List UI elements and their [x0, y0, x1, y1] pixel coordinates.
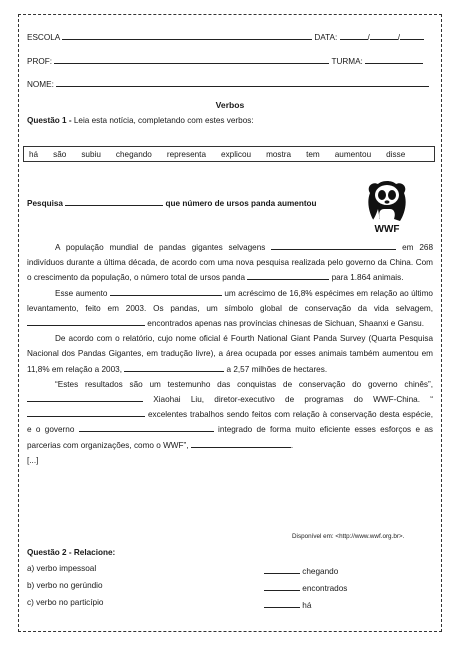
text-span: A população mundial de pandas gigantes selvagens — [55, 243, 272, 252]
verb-item: chegando — [115, 149, 152, 159]
blank-7[interactable] — [27, 407, 145, 417]
verb-item: tem — [306, 149, 320, 159]
source-citation: Disponível em: <http://www.wwf.org.br>. — [292, 533, 405, 540]
blank-8[interactable] — [79, 422, 214, 432]
wwf-logo-text: WWF — [374, 224, 400, 235]
blank-1[interactable] — [271, 240, 396, 250]
ellipsis: [...] — [27, 455, 39, 465]
match-item-a: a) verbo impessoal — [27, 564, 97, 573]
date-month-field[interactable] — [370, 30, 398, 40]
question-1 — [27, 116, 254, 125]
verb-item: subiu — [81, 149, 101, 159]
date-year-field[interactable] — [400, 30, 424, 40]
text-span: De acordo com o relatório, cujo nome oficial é Fourth National Giant Panda Survey (Quarta Pesquisa Nacional dos Pandas Gigantes, em tradução livre), a área ocupada por esses animais também aumentou em 11,8% em relação a 2003, — [27, 334, 433, 374]
escola-field[interactable] — [62, 30, 312, 40]
match-answer: chegando — [302, 567, 339, 576]
match-item-b: b) verbo no gerúndio — [27, 581, 103, 590]
turma-field[interactable] — [365, 54, 423, 64]
paragraph-4 — [27, 377, 433, 453]
blank-3[interactable] — [110, 286, 222, 296]
escola-label: ESCOLA — [27, 33, 60, 42]
verb-item: aumentou — [334, 149, 372, 159]
panda-logo-icon — [364, 179, 410, 235]
verb-item: explicou — [221, 149, 252, 159]
article-body — [27, 240, 433, 468]
text-span: . — [290, 440, 294, 450]
question-1-label: Questão 1 - — [27, 116, 72, 125]
article-heading — [27, 196, 317, 208]
text-span: para 1.864 animais. — [329, 273, 404, 283]
nome-field[interactable] — [56, 77, 429, 87]
nome-label: NOME: — [27, 80, 54, 89]
text-span: excelentes trabalhos sendo feitos com relação à conservação desta espécie, e o governo — [27, 410, 433, 435]
match-blank[interactable] — [264, 598, 300, 608]
verb-bank — [23, 146, 435, 162]
page-title: Verbos — [215, 100, 245, 110]
text-span: Xiaohai Liu, diretor-executivo de programas do WWF-China. “ — [143, 395, 433, 405]
heading-post: que número de ursos panda aumentou — [165, 199, 317, 208]
verb-item: representa — [166, 149, 207, 159]
paragraph-1 — [27, 240, 433, 286]
heading-blank[interactable] — [65, 196, 163, 206]
header-nome-row — [27, 77, 429, 89]
verb-item: disse — [386, 149, 406, 159]
heading-pre: Pesquisa — [27, 199, 63, 208]
verb-item: mostra — [266, 149, 292, 159]
header-prof-row — [27, 54, 423, 66]
text-span: em 268 indivíduos durante a última década, de acordo com uma nova pesquisa realizada pelo governo da China. Com o crescimento da população, o número total de ursos panda — [27, 243, 433, 283]
match-answer: encontrados — [302, 584, 348, 593]
text-span: integrado de forma muito eficiente esses esforços e as parcerias com organizações, como o WWF”, — [27, 425, 433, 450]
text-span: encontrados apenas nas províncias chinesas de Sichuan, Shaanxi e Gansu. — [145, 319, 425, 329]
verb-item: há — [29, 149, 39, 159]
paragraph-2 — [27, 286, 433, 332]
blank-2[interactable] — [247, 270, 329, 280]
blank-4[interactable] — [27, 316, 145, 326]
match-answer-row — [264, 564, 338, 576]
match-answer-row — [264, 598, 311, 610]
text-span: a 2,57 milhões de hectares. — [224, 364, 328, 374]
text-span: um acréscimo de 16,8% espécimes em relação ao último levantamento, feito em 2003. Os pandas, um símbolo global de conservação da vida selvagem, — [27, 288, 433, 313]
text-span: “Estes resultados são um testemunho das conquistas de conservação do governo chinês”, — [55, 379, 433, 389]
blank-5[interactable] — [124, 362, 224, 372]
blank-6[interactable] — [27, 392, 143, 402]
match-blank[interactable] — [264, 581, 300, 591]
question-2-label: Questão 2 - Relacione: — [27, 548, 116, 557]
blank-9[interactable] — [191, 438, 294, 450]
header-escola-row: ESCOLA DATA: / / — [27, 30, 424, 42]
match-blank[interactable] — [264, 564, 300, 574]
data-label: DATA: — [314, 33, 338, 42]
verb-item: são — [53, 149, 67, 159]
match-item-c: c) verbo no particípio — [27, 598, 104, 607]
match-answer-row — [264, 581, 347, 593]
match-answer: há — [302, 601, 312, 610]
prof-label: PROF: — [27, 57, 53, 66]
paragraph-3 — [27, 331, 433, 377]
turma-label: TURMA: — [331, 57, 363, 66]
text-span: Esse aumento — [55, 288, 110, 298]
question-1-text: Leia esta notícia, completando com estes verbos: — [71, 116, 254, 125]
date-day-field[interactable] — [340, 30, 368, 40]
prof-field[interactable] — [54, 54, 329, 64]
